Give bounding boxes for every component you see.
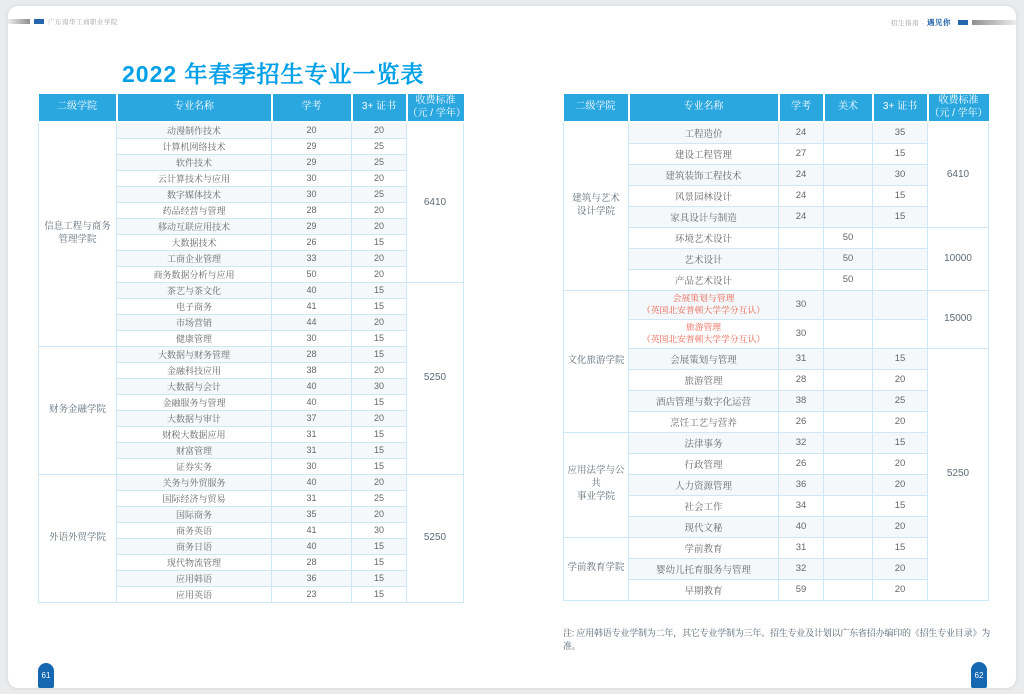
major-name-cell: 数字媒体技术 (117, 186, 272, 202)
major-name-cell: 社会工作 (629, 495, 779, 516)
plan-count-cell: 15 (352, 298, 407, 314)
page-header-left (8, 17, 118, 26)
header-row (39, 94, 464, 122)
plan-count-cell: 20 (873, 579, 928, 600)
plan-count-cell: 15 (352, 458, 407, 474)
plan-count-cell (779, 227, 824, 248)
plan-count-cell: 29 (272, 154, 352, 170)
plan-count-cell: 31 (272, 426, 352, 442)
major-name-cell: 现代物流管理 (117, 554, 272, 570)
major-name-cell: 动漫制作技术 (117, 122, 272, 138)
plan-count-cell: 15 (873, 185, 928, 206)
major-name-cell: 建设工程管理 (629, 143, 779, 164)
tuition-fee-cell: 6410 (407, 122, 464, 282)
plan-count-cell: 20 (352, 506, 407, 522)
table-row (39, 346, 464, 362)
major-name-cell: 环境艺术设计 (629, 227, 779, 248)
college-cell: 财务金融学院 (39, 346, 117, 474)
plan-count-cell: 31 (779, 537, 824, 558)
plan-count-cell: 50 (824, 248, 873, 269)
plan-count-cell: 24 (779, 164, 824, 185)
major-name-cell: 电子商务 (117, 298, 272, 314)
column-header: 学考 (779, 94, 824, 122)
plan-count-cell: 40 (272, 394, 352, 410)
plan-count-cell: 15 (873, 432, 928, 453)
tuition-fee-cell: 5250 (407, 282, 464, 474)
plan-count-cell: 15 (873, 537, 928, 558)
major-name-cell: 大数据与会计 (117, 378, 272, 394)
major-name-cell: 健康管理 (117, 330, 272, 346)
college-cell: 学前教育学院 (564, 537, 629, 600)
plan-count-cell: 15 (352, 394, 407, 410)
plan-count-cell: 30 (779, 290, 824, 319)
majors-table-left (38, 94, 464, 603)
column-header: 美术 (824, 94, 873, 122)
plan-count-cell: 20 (352, 362, 407, 378)
column-header: 专业名称 (629, 94, 779, 122)
plan-count-cell (824, 558, 873, 579)
tuition-fee-cell: 5250 (928, 348, 989, 600)
plan-count-cell: 15 (873, 348, 928, 369)
major-name-cell: 会展策划与管理 (629, 348, 779, 369)
college-cell: 建筑与艺术 设计学院 (564, 122, 629, 290)
plan-count-cell: 41 (272, 298, 352, 314)
plan-count-cell: 36 (779, 474, 824, 495)
plan-count-cell: 38 (779, 390, 824, 411)
major-name-cell: 云计算技术与应用 (117, 170, 272, 186)
college-cell: 文化旅游学院 (564, 290, 629, 432)
plan-count-cell (824, 579, 873, 600)
major-name-cell: 大数据与财务管理 (117, 346, 272, 362)
plan-count-cell: 28 (779, 369, 824, 390)
plan-count-cell (824, 516, 873, 537)
plan-count-cell: 40 (272, 378, 352, 394)
table-row (564, 122, 989, 143)
plan-count-cell: 28 (272, 202, 352, 218)
plan-count-cell (824, 319, 873, 348)
plan-count-cell: 26 (779, 453, 824, 474)
header-row (564, 94, 989, 122)
plan-count-cell: 20 (272, 122, 352, 138)
majors-table-right (563, 94, 989, 601)
plan-count-cell: 37 (272, 410, 352, 426)
plan-count-cell: 30 (272, 458, 352, 474)
plan-count-cell: 30 (352, 522, 407, 538)
plan-count-cell: 44 (272, 314, 352, 330)
plan-count-cell: 20 (873, 558, 928, 579)
plan-count-cell: 25 (352, 138, 407, 154)
plan-count-cell: 36 (272, 570, 352, 586)
table-row (564, 290, 989, 319)
major-name-cell: 茶艺与茶文化 (117, 282, 272, 298)
plan-count-cell: 15 (352, 538, 407, 554)
decor-gradient-bar (8, 19, 30, 24)
plan-count-cell: 20 (873, 516, 928, 537)
plan-count-cell: 15 (352, 570, 407, 586)
plan-count-cell: 31 (272, 490, 352, 506)
major-name-cell: 金融服务与管理 (117, 394, 272, 410)
plan-count-cell: 30 (779, 319, 824, 348)
major-name-cell: 建筑装饰工程技术 (629, 164, 779, 185)
major-name-cell: 财富管理 (117, 442, 272, 458)
major-name-cell: 商务日语 (117, 538, 272, 554)
plan-count-cell (824, 411, 873, 432)
column-header: 收费标准 （元 / 学年） (928, 94, 989, 122)
college-cell: 应用法学与公共 事业学院 (564, 432, 629, 537)
page-number-left: 61 (38, 663, 54, 688)
major-name-cell: 婴幼儿托育服务与管理 (629, 558, 779, 579)
major-name-cell: 艺术设计 (629, 248, 779, 269)
plan-count-cell: 20 (873, 369, 928, 390)
plan-count-cell: 26 (779, 411, 824, 432)
major-name-cell: 药品经营与管理 (117, 202, 272, 218)
major-name-cell: 商务数据分析与应用 (117, 266, 272, 282)
plan-count-cell: 20 (352, 218, 407, 234)
major-name-cell: 法律事务 (629, 432, 779, 453)
decor-blue-square (958, 20, 968, 25)
plan-count-cell (779, 248, 824, 269)
major-name-cell: 酒店管理与数字化运营 (629, 390, 779, 411)
plan-count-cell: 25 (352, 186, 407, 202)
major-name-cell: 学前教育 (629, 537, 779, 558)
plan-count-cell: 40 (779, 516, 824, 537)
plan-count-cell: 30 (272, 330, 352, 346)
plan-count-cell: 26 (272, 234, 352, 250)
major-name-cell: 大数据技术 (117, 234, 272, 250)
plan-count-cell: 15 (352, 554, 407, 570)
plan-count-cell (824, 122, 873, 143)
plan-count-cell: 20 (873, 411, 928, 432)
plan-count-cell: 59 (779, 579, 824, 600)
major-name-cell: 旅游管理 （英国北安普顿大学学分互认） (629, 319, 779, 348)
plan-count-cell: 15 (352, 346, 407, 362)
plan-count-cell: 25 (873, 390, 928, 411)
plan-count-cell: 20 (352, 410, 407, 426)
plan-count-cell: 15 (873, 143, 928, 164)
plan-count-cell: 31 (779, 348, 824, 369)
tuition-fee-cell: 15000 (928, 290, 989, 348)
major-name-cell: 风景园林设计 (629, 185, 779, 206)
plan-count-cell: 25 (352, 154, 407, 170)
plan-count-cell (824, 453, 873, 474)
plan-count-cell: 24 (779, 206, 824, 227)
major-name-cell: 财税大数据应用 (117, 426, 272, 442)
plan-count-cell: 15 (873, 206, 928, 227)
major-name-cell: 计算机网络技术 (117, 138, 272, 154)
page-header-right (891, 17, 1016, 28)
table-row (39, 122, 464, 138)
plan-count-cell: 28 (272, 554, 352, 570)
plan-count-cell (873, 269, 928, 290)
plan-count-cell (824, 390, 873, 411)
plan-count-cell (824, 206, 873, 227)
column-header: 3+ 证书 (873, 94, 928, 122)
plan-count-cell: 30 (352, 378, 407, 394)
plan-count-cell: 35 (272, 506, 352, 522)
plan-count-cell: 50 (824, 269, 873, 290)
guide-slogan-text: 遇见你 (927, 18, 951, 27)
major-name-cell: 应用英语 (117, 586, 272, 602)
plan-count-cell: 34 (779, 495, 824, 516)
plan-count-cell: 27 (779, 143, 824, 164)
major-name-cell: 移动互联应用技术 (117, 218, 272, 234)
page-number-right: 62 (971, 662, 987, 688)
major-name-cell: 关务与外贸服务 (117, 474, 272, 490)
plan-count-cell: 50 (824, 227, 873, 248)
major-name-cell: 金融科技应用 (117, 362, 272, 378)
plan-count-cell: 40 (272, 474, 352, 490)
plan-count-cell (779, 269, 824, 290)
plan-count-cell: 23 (272, 586, 352, 602)
column-header: 收费标准 （元 / 学年） (407, 94, 464, 122)
major-name-cell: 会展策划与管理 （英国北安普顿大学学分互认） (629, 290, 779, 319)
plan-count-cell (824, 369, 873, 390)
major-name-cell: 工程造价 (629, 122, 779, 143)
major-name-cell: 应用韩语 (117, 570, 272, 586)
plan-count-cell: 29 (272, 218, 352, 234)
plan-count-cell: 29 (272, 138, 352, 154)
major-name-cell: 大数据与审计 (117, 410, 272, 426)
plan-count-cell (824, 290, 873, 319)
plan-count-cell: 15 (873, 495, 928, 516)
major-name-cell: 现代文秘 (629, 516, 779, 537)
plan-count-cell: 30 (873, 164, 928, 185)
table-row (39, 474, 464, 490)
plan-count-cell (824, 143, 873, 164)
major-name-cell: 商务英语 (117, 522, 272, 538)
decor-gradient-bar (972, 20, 1016, 25)
page-title: 2022 年春季招生专业一览表 (122, 61, 425, 87)
plan-count-cell: 50 (272, 266, 352, 282)
tuition-fee-cell: 5250 (407, 474, 464, 602)
college-cell: 信息工程与商务 管理学院 (39, 122, 117, 346)
column-header: 二级学院 (39, 94, 117, 122)
plan-count-cell (824, 474, 873, 495)
plan-count-cell (873, 319, 928, 348)
column-header: 专业名称 (117, 94, 272, 122)
major-name-cell: 烹饪工艺与营养 (629, 411, 779, 432)
plan-count-cell: 35 (873, 122, 928, 143)
plan-count-cell: 24 (779, 185, 824, 206)
column-header: 3+ 证书 (352, 94, 407, 122)
plan-count-cell: 41 (272, 522, 352, 538)
tuition-fee-cell: 6410 (928, 122, 989, 227)
column-header: 学考 (272, 94, 352, 122)
plan-count-cell (873, 248, 928, 269)
plan-count-cell: 20 (352, 202, 407, 218)
plan-count-cell: 20 (873, 453, 928, 474)
plan-count-cell: 15 (352, 586, 407, 602)
plan-count-cell (824, 164, 873, 185)
column-header: 二级学院 (564, 94, 629, 122)
table-row (564, 432, 989, 453)
plan-count-cell: 15 (352, 442, 407, 458)
plan-count-cell: 20 (352, 474, 407, 490)
plan-count-cell (824, 348, 873, 369)
college-cell: 外语外贸学院 (39, 474, 117, 602)
guide-label-text: 招生指南 · (891, 20, 924, 27)
plan-count-cell: 33 (272, 250, 352, 266)
major-name-cell: 国际经济与贸易 (117, 490, 272, 506)
footnote: 注: 应用韩语专业学制为二年，其它专业学制为三年。招生专业及计划以广东省招办编印的《招生专业目录》为准。 (563, 628, 991, 651)
plan-count-cell: 24 (779, 122, 824, 143)
plan-count-cell: 32 (779, 432, 824, 453)
college-name-text: 广东南华工商职业学院 (48, 19, 118, 26)
plan-count-cell: 15 (352, 426, 407, 442)
plan-count-cell (824, 432, 873, 453)
major-name-cell: 工商企业管理 (117, 250, 272, 266)
plan-count-cell: 40 (272, 538, 352, 554)
table-row (564, 537, 989, 558)
tuition-fee-cell: 10000 (928, 227, 989, 290)
plan-count-cell: 31 (272, 442, 352, 458)
plan-count-cell (824, 495, 873, 516)
plan-count-cell: 25 (352, 490, 407, 506)
plan-count-cell: 28 (272, 346, 352, 362)
decor-blue-square (34, 19, 44, 24)
major-name-cell: 证券实务 (117, 458, 272, 474)
plan-count-cell: 32 (779, 558, 824, 579)
major-name-cell: 产品艺术设计 (629, 269, 779, 290)
major-name-cell: 家具设计与制造 (629, 206, 779, 227)
plan-count-cell: 40 (272, 282, 352, 298)
plan-count-cell (873, 227, 928, 248)
plan-count-cell: 20 (873, 474, 928, 495)
plan-count-cell: 30 (272, 186, 352, 202)
plan-count-cell (824, 537, 873, 558)
plan-count-cell: 20 (352, 250, 407, 266)
plan-count-cell: 30 (272, 170, 352, 186)
plan-count-cell (824, 185, 873, 206)
major-name-cell: 国际商务 (117, 506, 272, 522)
major-name-cell: 软件技术 (117, 154, 272, 170)
plan-count-cell: 20 (352, 314, 407, 330)
brochure-page (8, 6, 1016, 688)
major-name-cell: 市场营销 (117, 314, 272, 330)
plan-count-cell: 38 (272, 362, 352, 378)
plan-count-cell: 15 (352, 330, 407, 346)
major-name-cell: 旅游管理 (629, 369, 779, 390)
plan-count-cell (873, 290, 928, 319)
plan-count-cell: 15 (352, 282, 407, 298)
plan-count-cell: 20 (352, 170, 407, 186)
plan-count-cell: 15 (352, 234, 407, 250)
major-name-cell: 早期教育 (629, 579, 779, 600)
plan-count-cell: 20 (352, 122, 407, 138)
major-name-cell: 行政管理 (629, 453, 779, 474)
plan-count-cell: 20 (352, 266, 407, 282)
major-name-cell: 人力资源管理 (629, 474, 779, 495)
